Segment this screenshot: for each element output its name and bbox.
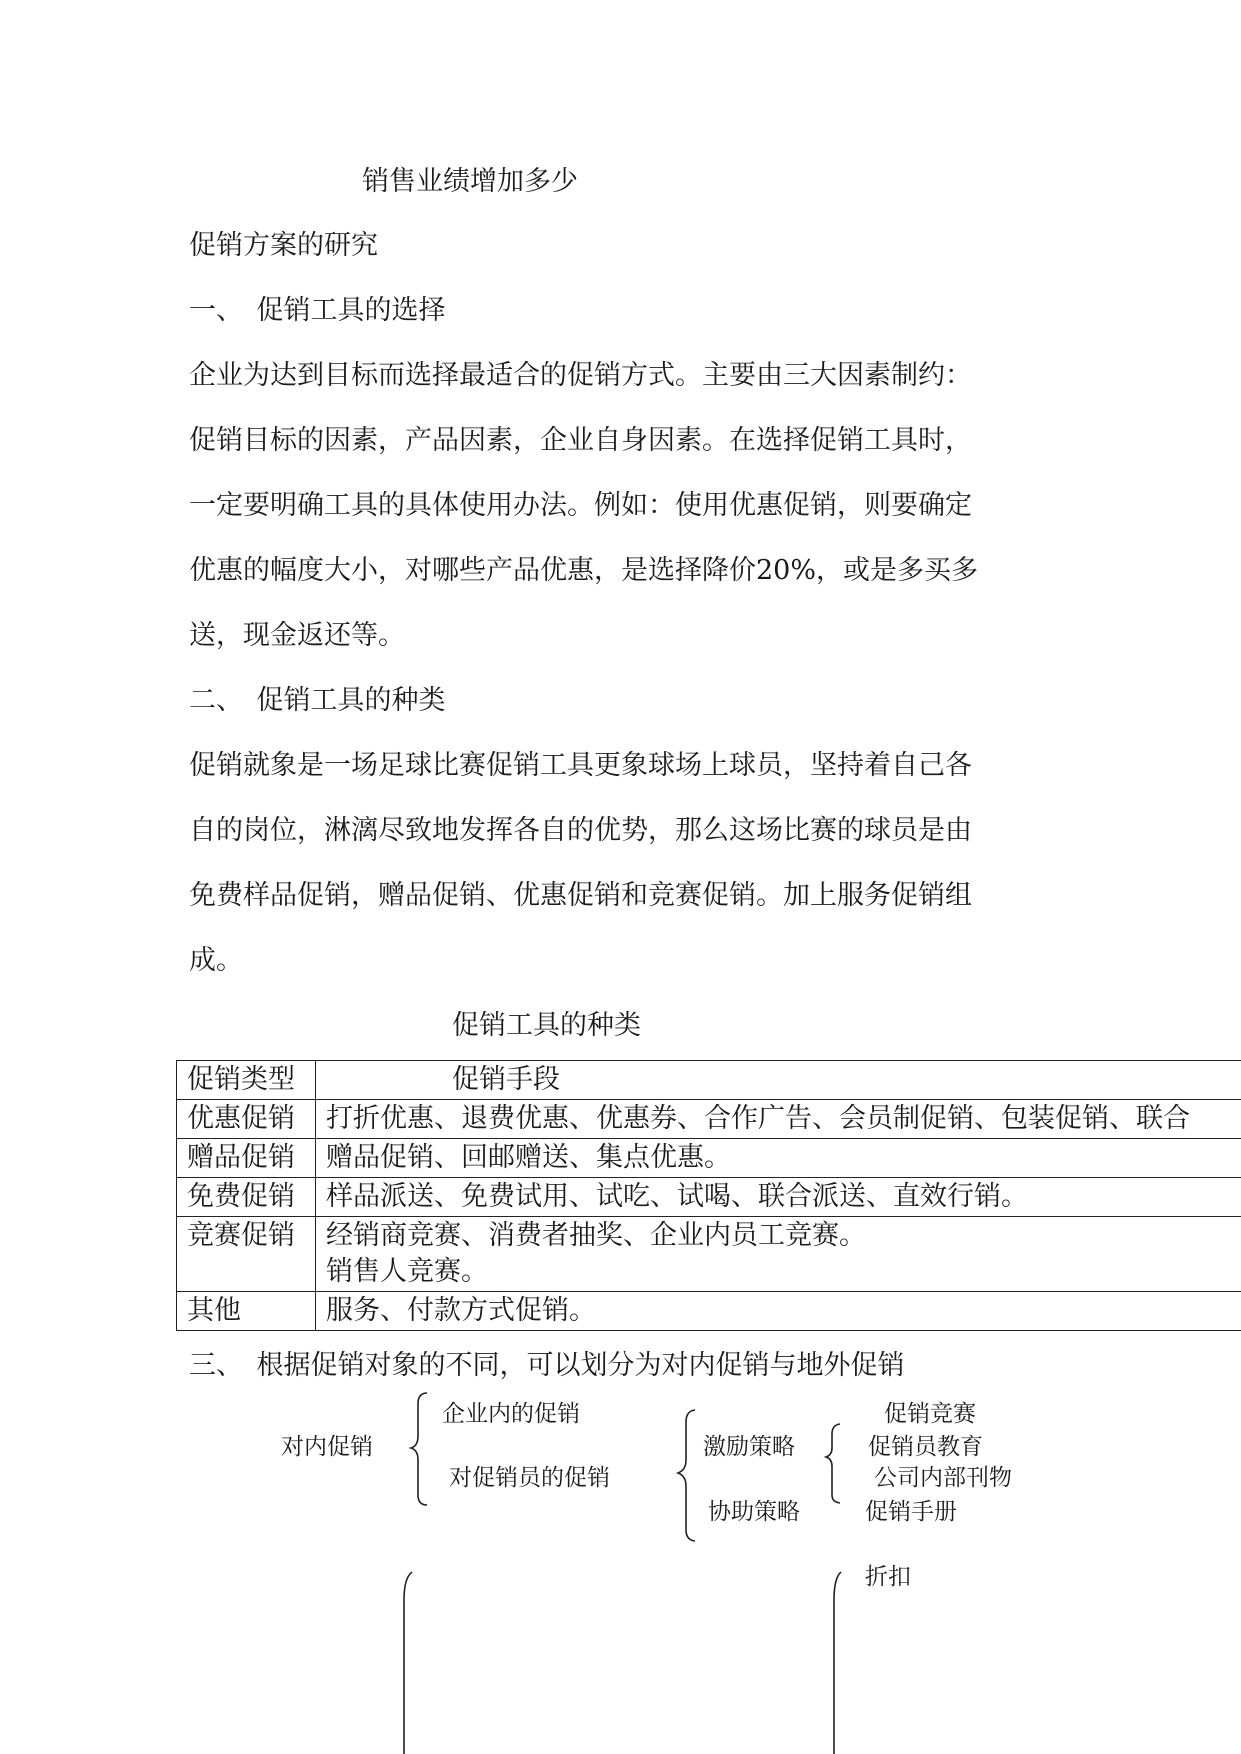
row-type: 优惠促销: [177, 1100, 316, 1139]
row-type: 其他: [177, 1292, 316, 1331]
diagram-external-item: 折扣: [865, 1564, 911, 1590]
brace-external-right: [834, 1572, 841, 1754]
row-means-line: 销售人竞赛。: [326, 1256, 488, 1287]
brace-branch2: [678, 1410, 695, 1541]
row-type: 赠品促销: [177, 1139, 316, 1178]
row-means: 样品派送、免费试用、试吃、试喝、联合派送、直效行销。: [316, 1178, 1241, 1217]
section1-line-2: 促销目标的因素，产品因素，企业自身因素。在选择促销工具时，: [189, 425, 972, 456]
diagram-incentive-item: 公司内部刊物: [874, 1465, 1012, 1491]
section2-line-1: 促销就象是一场足球比赛促销工具更象球场上球员，坚持着自己各: [189, 750, 972, 781]
brace-root: [411, 1393, 427, 1505]
brace-external-left: [404, 1572, 412, 1754]
section3-heading: 三、 根据促销对象的不同，可以划分为对内促销与地外促销: [189, 1350, 905, 1381]
brace-incentive: [826, 1424, 840, 1503]
diagram-branch-2: 对促销员的促销: [449, 1465, 610, 1491]
row-type: 免费促销: [177, 1178, 316, 1217]
diagram-incentive-item: 促销员教育: [868, 1434, 983, 1460]
diagram-incentive-item: 促销竞赛: [884, 1401, 976, 1427]
row-means: 服务、付款方式促销。: [316, 1292, 1241, 1331]
diagram-assist: 协助策略: [708, 1499, 800, 1525]
section1-line-5: 送，现金返还等。: [189, 620, 405, 651]
row-means-line: 经销商竞赛、消费者抽奖、企业内员工竞赛。: [326, 1220, 866, 1251]
diagram-incentive: 激励策略: [703, 1434, 795, 1460]
row-means: 赠品促销、回邮赠送、集点优惠。: [316, 1139, 1241, 1178]
row-means: 打折优惠、退费优惠、优惠券、合作广告、会员制促销、包装促销、联合: [316, 1100, 1241, 1139]
header-means: 促销手段: [316, 1061, 1241, 1100]
section1-line-3: 一定要明确工具的具体使用办法。例如：使用优惠促销，则要确定: [189, 490, 972, 521]
section2-line-4: 成。: [189, 945, 243, 976]
row-type: 竞赛促销: [177, 1217, 316, 1292]
section2-line-3: 免费样品促销，赠品促销、优惠促销和竞赛促销。加上服务促销组: [189, 880, 972, 911]
section1-line-1: 企业为达到目标而选择最适合的促销方式。主要由三大因素制约：: [189, 360, 972, 391]
section2-heading: 二、 促销工具的种类: [189, 685, 446, 716]
section1-heading: 一、 促销工具的选择: [189, 295, 446, 326]
section2-line-2: 自的岗位，淋漓尽致地发挥各自的优势，那么这场比赛的球员是由: [189, 815, 972, 846]
section1-line-4: 优惠的幅度大小，对哪些产品优惠，是选择降价20%，或是多买多: [189, 555, 979, 586]
page-title: 销售业绩增加多少: [362, 166, 578, 197]
subtitle: 促销方案的研究: [189, 230, 378, 261]
diagram-assist-item: 促销手册: [865, 1499, 957, 1525]
diagram-branch-1: 企业内的促销: [442, 1401, 580, 1427]
header-type: 促销类型: [177, 1061, 316, 1100]
table-caption: 促销工具的种类: [452, 1010, 641, 1041]
diagram-root: 对内促销: [281, 1434, 373, 1460]
